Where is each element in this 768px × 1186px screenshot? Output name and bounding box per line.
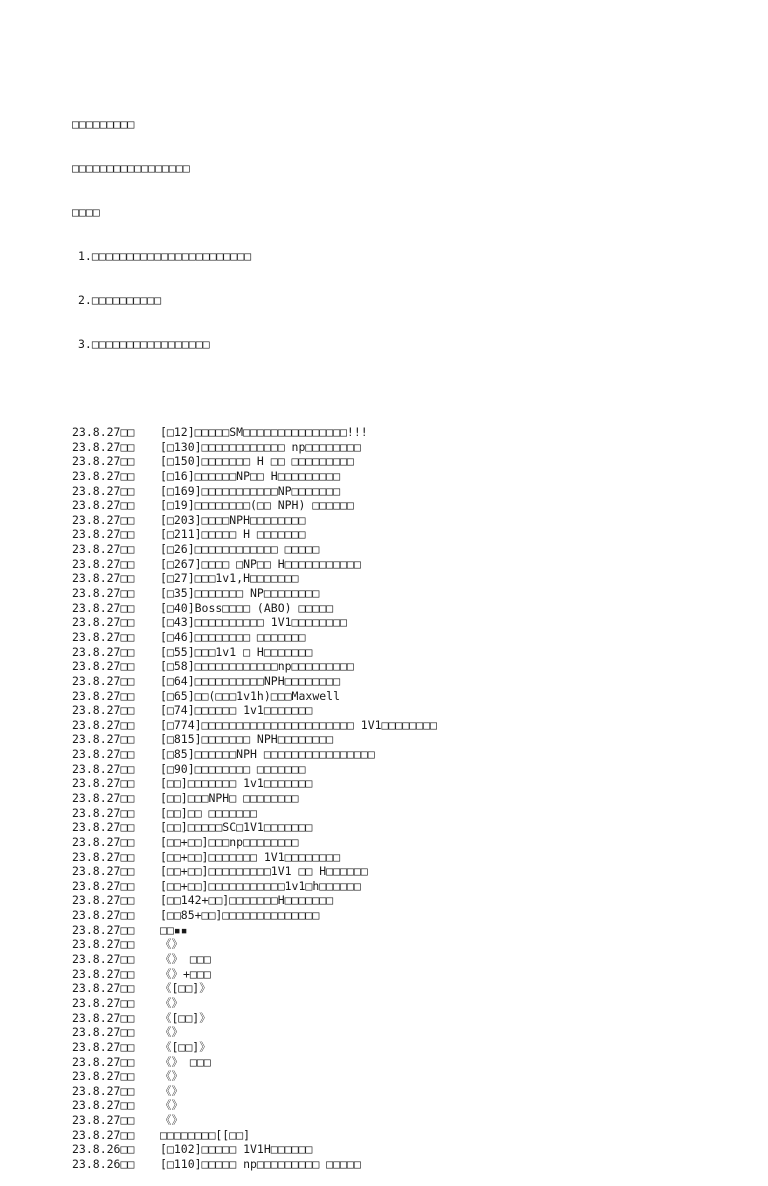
entry-date: 23.8.27□□	[72, 1083, 135, 1098]
entry-date: 23.8.27□□	[72, 1039, 135, 1054]
list-item	[72, 703, 732, 718]
entry-date: 23.8.27□□	[72, 805, 135, 820]
entry-text: [□85]□□□□□□NPH □□□□□□□□□□□□□□□□	[160, 747, 375, 762]
entry-date: 23.8.27□□	[72, 1025, 135, 1040]
entry-date: 23.8.27□□	[72, 483, 135, 498]
entry-text: □□▪▪	[160, 922, 188, 937]
entry-text: [□90]□□□□□□□□ □□□□□□□	[160, 761, 306, 776]
entry-text: 《》+□□□	[160, 966, 211, 981]
entry-text: [□16]□□□□□□NP□□ H□□□□□□□□□	[160, 468, 341, 483]
entry-date: 23.8.27□□	[72, 864, 135, 879]
entry-text: [□□85+□□]□□□□□□□□□□□□□□	[160, 908, 320, 923]
list-item	[72, 835, 732, 850]
entry-date: 23.8.27□□	[72, 834, 135, 849]
entry-text: 《》	[160, 1069, 183, 1084]
entry-text: [□169]□□□□□□□□□□□NP□□□□□□□	[160, 483, 341, 498]
list-item	[72, 440, 732, 455]
entry-date: 23.8.27□□	[72, 454, 135, 469]
entry-text: [□□142+□□]□□□□□□□H□□□□□□□	[160, 893, 334, 908]
entry-text: [□102]□□□□□ 1V1H□□□□□□	[160, 1142, 313, 1157]
list-item	[72, 513, 732, 528]
entry-text: 《》	[160, 1025, 183, 1040]
entry-text: [□64]□□□□□□□□□□NPH□□□□□□□□	[160, 673, 341, 688]
rule-item: 1.□□□□□□□□□□□□□□□□□□□□□□□	[78, 249, 252, 264]
entry-text: [□40]Boss□□□□ (ABO) □□□□□	[160, 600, 334, 615]
entry-date: 23.8.27□□	[72, 776, 135, 791]
list-item	[72, 820, 732, 835]
entry-date: 23.8.27□□	[72, 615, 135, 630]
entry-text: 《》	[160, 1113, 183, 1128]
entry-date: 23.8.27□□	[72, 424, 135, 439]
list-item	[72, 498, 732, 513]
entry-text: [□□+□□]□□□□□□□□□□□1v1□h□□□□□□	[160, 878, 361, 893]
entry-text: [□150]□□□□□□□ H □□ □□□□□□□□□	[160, 454, 354, 469]
list-item	[72, 469, 732, 484]
list-item	[72, 718, 732, 733]
list-item	[72, 1055, 732, 1070]
document-title: □□□□□□□□□	[72, 117, 135, 132]
list-item	[72, 454, 732, 469]
entry-date: 23.8.27□□	[72, 849, 135, 864]
entry-text: [□26]□□□□□□□□□□□□ □□□□□	[160, 542, 320, 557]
entry-date: 23.8.27□□	[72, 527, 135, 542]
list-item	[72, 527, 732, 542]
entry-text: 《》	[160, 1083, 183, 1098]
list-item	[72, 630, 732, 645]
list-item	[72, 864, 732, 879]
entry-date: 23.8.27□□	[72, 586, 135, 601]
entry-date: 23.8.27□□	[72, 966, 135, 981]
document-subtitle: □□□□□□□□□□□□□□□□□	[72, 161, 190, 176]
entry-text: [□□]□□□□□SC□1V1□□□□□□□	[160, 820, 313, 835]
entry-text: 《》	[160, 1098, 183, 1113]
entry-date: 23.8.27□□	[72, 659, 135, 674]
entry-text: [□□+□□]□□□np□□□□□□□□	[160, 834, 299, 849]
entry-date: 23.8.27□□	[72, 556, 135, 571]
list-item	[72, 425, 732, 440]
list-item	[72, 791, 732, 806]
list-item	[72, 484, 732, 499]
entry-date: 23.8.27□□	[72, 673, 135, 688]
entry-text: [□58]□□□□□□□□□□□□np□□□□□□□□□	[160, 659, 354, 674]
list-item	[72, 689, 732, 704]
list-item	[72, 674, 732, 689]
entry-date: 23.8.27□□	[72, 922, 135, 937]
entry-text: 《》	[160, 937, 183, 952]
list-item	[72, 1011, 732, 1026]
list-item	[72, 732, 732, 747]
list-item	[72, 542, 732, 557]
list-item	[72, 1069, 732, 1084]
entry-date: 23.8.27□□	[72, 468, 135, 483]
entry-date: 23.8.27□□	[72, 1069, 135, 1084]
entry-date: 23.8.27□□	[72, 1127, 135, 1142]
list-item	[72, 571, 732, 586]
entry-date: 23.8.27□□	[72, 820, 135, 835]
list-item	[72, 981, 732, 996]
entry-date: 23.8.27□□	[72, 908, 135, 923]
entry-text: 《》 □□□	[160, 952, 211, 967]
entry-text: [□35]□□□□□□□ NP□□□□□□□□	[160, 586, 320, 601]
list-item	[72, 908, 732, 923]
list-item	[72, 806, 732, 821]
entry-text: [□27]□□□1v1,H□□□□□□□	[160, 571, 299, 586]
entry-text: [□774]□□□□□□□□□□□□□□□□□□□□□□ 1V1□□□□□□□□	[160, 717, 437, 732]
entry-text: [□□+□□]□□□□□□□□□1V1 □□ H□□□□□□	[160, 864, 368, 879]
list-item	[72, 879, 732, 894]
section-heading: □□□□	[72, 205, 100, 220]
entry-date: 23.8.27□□	[72, 893, 135, 908]
list-item	[72, 1098, 732, 1113]
list-item	[72, 893, 732, 908]
entry-date: 23.8.27□□	[72, 1098, 135, 1113]
entry-date: 23.8.27□□	[72, 1010, 135, 1025]
entry-date: 23.8.27□□	[72, 878, 135, 893]
list-item	[72, 923, 732, 938]
entry-text: [□46]□□□□□□□□ □□□□□□□	[160, 629, 306, 644]
rule-item: 2.□□□□□□□□□□	[78, 293, 162, 308]
entry-date: 23.8.27□□	[72, 1054, 135, 1069]
entry-text: [□211]□□□□□ H □□□□□□□	[160, 527, 306, 542]
entry-date: 23.8.26□□	[72, 1142, 135, 1157]
list-item	[72, 952, 732, 967]
list-item	[72, 645, 732, 660]
list-item	[72, 1157, 732, 1172]
entry-date: 23.8.27□□	[72, 747, 135, 762]
entry-text: [□□+□□]□□□□□□□ 1V1□□□□□□□□	[160, 849, 341, 864]
entry-text: [□130]□□□□□□□□□□□□ np□□□□□□□□	[160, 439, 361, 454]
entry-text: [□43]□□□□□□□□□□ 1V1□□□□□□□□	[160, 615, 347, 630]
list-item	[72, 776, 732, 791]
list-item	[72, 615, 732, 630]
entry-text: [□19]□□□□□□□□(□□ NPH) □□□□□□	[160, 498, 354, 513]
rule-item: 3.□□□□□□□□□□□□□□□□□	[78, 337, 210, 352]
entry-date: 23.8.27□□	[72, 439, 135, 454]
list-item	[72, 850, 732, 865]
entry-date: 23.8.27□□	[72, 512, 135, 527]
list-item	[72, 1084, 732, 1099]
entry-date: 23.8.27□□	[72, 542, 135, 557]
entry-text: [□203]□□□□NPH□□□□□□□□	[160, 512, 306, 527]
list-item	[72, 762, 732, 777]
entry-text: □□□□□□□□[[□□]	[160, 1127, 251, 1142]
entry-text: [□74]□□□□□□ 1v1□□□□□□□	[160, 703, 313, 718]
entry-text: 《》 □□□	[160, 1054, 211, 1069]
list-item	[72, 1142, 732, 1157]
list-item	[72, 557, 732, 572]
entry-text: 《》	[160, 995, 183, 1010]
entry-text: 《[□□]》	[160, 1039, 211, 1054]
entry-text: [□12]□□□□□SM□□□□□□□□□□□□□□□!!!	[160, 424, 368, 439]
list-item	[72, 601, 732, 616]
entry-date: 23.8.27□□	[72, 981, 135, 996]
entry-text: 《[□□]》	[160, 1010, 211, 1025]
spacer	[72, 381, 732, 396]
list-item	[72, 1025, 732, 1040]
list-item	[72, 1128, 732, 1143]
list-item	[72, 967, 732, 982]
list-item	[72, 1113, 732, 1128]
entry-date: 23.8.27□□	[72, 995, 135, 1010]
entry-date: 23.8.27□□	[72, 703, 135, 718]
entry-date: 23.8.27□□	[72, 644, 135, 659]
entry-date: 23.8.27□□	[72, 717, 135, 732]
list-item	[72, 996, 732, 1011]
entry-date: 23.8.27□□	[72, 498, 135, 513]
entry-text: [□110]□□□□□ np□□□□□□□□□ □□□□□	[160, 1157, 361, 1172]
entry-date: 23.8.27□□	[72, 629, 135, 644]
list-item	[72, 937, 732, 952]
entry-text: [□65]□□(□□□1v1h)□□□Maxwell	[160, 688, 341, 703]
entry-date: 23.8.27□□	[72, 571, 135, 586]
entry-date: 23.8.27□□	[72, 600, 135, 615]
list-item	[72, 1040, 732, 1055]
entry-date: 23.8.27□□	[72, 937, 135, 952]
entry-date: 23.8.27□□	[72, 791, 135, 805]
entry-date: 23.8.26□□	[72, 1157, 135, 1172]
entry-text: [□267]□□□□ □NP□□ H□□□□□□□□□□□	[160, 556, 361, 571]
entry-text: [□□]□□ □□□□□□□	[160, 805, 257, 820]
entry-date: 23.8.27□□	[72, 732, 135, 747]
entry-date: 23.8.27□□	[72, 1113, 135, 1128]
entry-text: [□□]□□□NPH□ □□□□□□□□	[160, 791, 299, 805]
entry-list	[72, 425, 732, 1172]
entry-text: [□55]□□□1v1 □ H□□□□□□□	[160, 644, 313, 659]
entry-text: [□□]□□□□□□□ 1v1□□□□□□□	[160, 776, 313, 791]
entry-date: 23.8.27□□	[72, 688, 135, 703]
list-item	[72, 586, 732, 601]
entry-date: 23.8.27□□	[72, 761, 135, 776]
entry-text: [□815]□□□□□□□ NPH□□□□□□□□	[160, 732, 334, 747]
list-item	[72, 747, 732, 762]
list-item	[72, 659, 732, 674]
entry-date: 23.8.27□□	[72, 952, 135, 967]
document-page	[72, 88, 732, 1186]
entry-text: 《[□□]》	[160, 981, 211, 996]
